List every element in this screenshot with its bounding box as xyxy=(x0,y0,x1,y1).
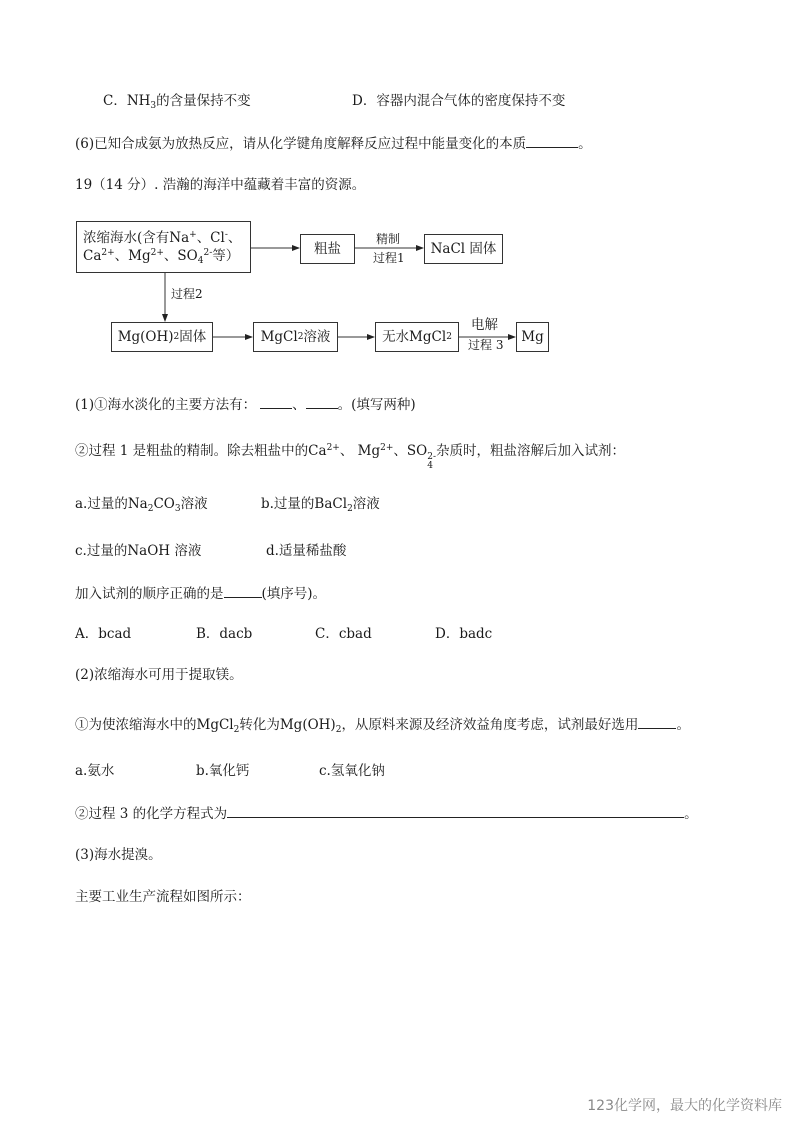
electrolysis-label: 电解 xyxy=(471,317,498,333)
text: 浓缩海水(含有Na xyxy=(83,230,190,246)
reagent-a xyxy=(75,495,208,513)
text: 溶液 xyxy=(180,496,208,512)
text: MgCl xyxy=(260,329,298,345)
superscript: - xyxy=(224,230,228,240)
text: 、SO xyxy=(393,443,428,459)
text: 、 Mg xyxy=(339,443,381,459)
reagent-d: d.适量稀盐酸 xyxy=(266,543,347,559)
process3-label: 过程 3 xyxy=(468,338,504,352)
superscript: 2- xyxy=(427,452,436,462)
text: 加入试剂的顺序正确的是 xyxy=(75,586,224,602)
text: 、 xyxy=(227,230,242,246)
q19-part2-1 xyxy=(75,715,690,734)
option-c-suffix: 的含量保持不变 xyxy=(156,93,251,109)
text: ②过程 3 的化学方程式为 xyxy=(75,806,228,822)
q19-part1-2 xyxy=(75,442,625,471)
choice-a: A．bcad xyxy=(75,626,132,642)
process2-label: 过程2 xyxy=(171,287,203,301)
subscript: 4 xyxy=(427,461,433,471)
choice-b: B．dacb xyxy=(196,626,253,642)
choice-c: C．cbad xyxy=(315,626,372,642)
seawater-line1 xyxy=(83,229,241,247)
mgoh2-solid-box: Mg(OH) 2 固体 xyxy=(111,322,213,352)
subscript: 2 xyxy=(335,725,342,735)
text: ①为使浓缩海水中的MgCl xyxy=(75,717,234,733)
q19-part3-heading: (3)海水提溴。 xyxy=(75,847,162,863)
text: (填序号)。 xyxy=(261,586,327,602)
text: CO xyxy=(153,496,175,512)
so4-sup-sub xyxy=(427,453,436,471)
reagent-b xyxy=(261,495,380,513)
subscript: 3 xyxy=(150,101,157,111)
text: 。 xyxy=(684,806,698,822)
seawater-box xyxy=(76,221,251,273)
period: 。 xyxy=(578,136,592,152)
text: Ca xyxy=(83,248,102,264)
superscript: 2- xyxy=(203,248,213,258)
q19-heading: 19（14 分）. 浩瀚的海洋中蕴藏着丰富的资源。 xyxy=(75,177,366,193)
mg-box: Mg xyxy=(516,322,549,352)
order-question xyxy=(75,584,326,603)
text: (1)①海水淡化的主要方法有： xyxy=(75,397,257,413)
watermark: 123化学网，最大的化学资料库 xyxy=(587,1098,782,1114)
seawater-line2 xyxy=(83,247,239,265)
subscript: 2 xyxy=(147,504,154,514)
process1-label: 过程1 xyxy=(373,251,405,265)
option-d: D．容器内混合气体的密度保持不变 xyxy=(352,93,566,109)
text: 。 xyxy=(676,717,690,733)
q19-part1-1 xyxy=(75,395,416,414)
subscript: 3 xyxy=(174,504,181,514)
refine-label: 精制 xyxy=(376,232,401,246)
answer-blank-2[interactable] xyxy=(306,395,338,409)
subscript: 4 xyxy=(197,256,204,266)
answer-blank[interactable] xyxy=(638,715,676,729)
text: 溶液 xyxy=(303,329,331,345)
superscript: 2+ xyxy=(326,443,340,453)
text: 等） xyxy=(212,248,240,264)
subscript: 2 xyxy=(233,725,240,735)
answer-blank-1[interactable] xyxy=(260,395,292,409)
text: ②过程 1 是粗盐的精制。除去粗盐中的Ca xyxy=(75,443,327,459)
superscript: 2+ xyxy=(101,248,115,258)
choice-naoh: c.氢氧化钠 xyxy=(319,763,385,779)
anhydrous-mgcl2-box: 无水MgCl 2 xyxy=(375,322,459,352)
text: 溶液 xyxy=(352,496,380,512)
superscript: 2+ xyxy=(150,248,164,258)
superscript: 2+ xyxy=(380,443,394,453)
mgcl2-solution-box: MgCl 2 溶液 xyxy=(253,322,338,352)
text: b.过量的BaCl xyxy=(261,496,348,512)
superscript: + xyxy=(189,230,197,240)
q19-part2-heading: (2)浓缩海水可用于提取镁。 xyxy=(75,667,243,683)
choice-ammonia: a.氨水 xyxy=(75,763,115,779)
text: ，从原料来源及经济效益角度考虑，试剂最好选用 xyxy=(341,717,639,733)
text: 杂质时，粗盐溶解后加入试剂： xyxy=(436,443,625,459)
q19-part2-2 xyxy=(75,804,698,823)
text: 转化为Mg(OH) xyxy=(239,717,336,733)
nacl-solid-box: NaCl 固体 xyxy=(424,234,503,264)
answer-blank[interactable] xyxy=(227,804,684,818)
text: 、Cl xyxy=(196,230,225,246)
separator: 、 xyxy=(292,397,306,413)
subscript: 2 xyxy=(347,504,353,514)
q19-part3-text: 主要工业生产流程如图所示： xyxy=(75,889,251,905)
choice-cao: b.氧化钙 xyxy=(196,763,250,779)
answer-blank[interactable] xyxy=(224,584,262,598)
crude-salt-box: 粗盐 xyxy=(300,234,355,264)
text: 、SO xyxy=(163,248,198,264)
text: Mg(OH) xyxy=(117,329,174,345)
choice-d: D．badc xyxy=(435,626,493,642)
text: a.过量的Na xyxy=(75,496,148,512)
text: 、Mg xyxy=(114,248,151,264)
part6-text: (6)已知合成氨为放热反应，请从化学键角度解释反应过程中能量变化的本质 xyxy=(75,136,527,152)
text: 无水MgCl xyxy=(382,329,447,345)
text: 。(填写两种) xyxy=(337,397,416,413)
reagent-c: c.过量的NaOH 溶液 xyxy=(75,543,202,559)
option-c-text: C．NH xyxy=(103,93,151,109)
text: 固体 xyxy=(179,329,207,345)
